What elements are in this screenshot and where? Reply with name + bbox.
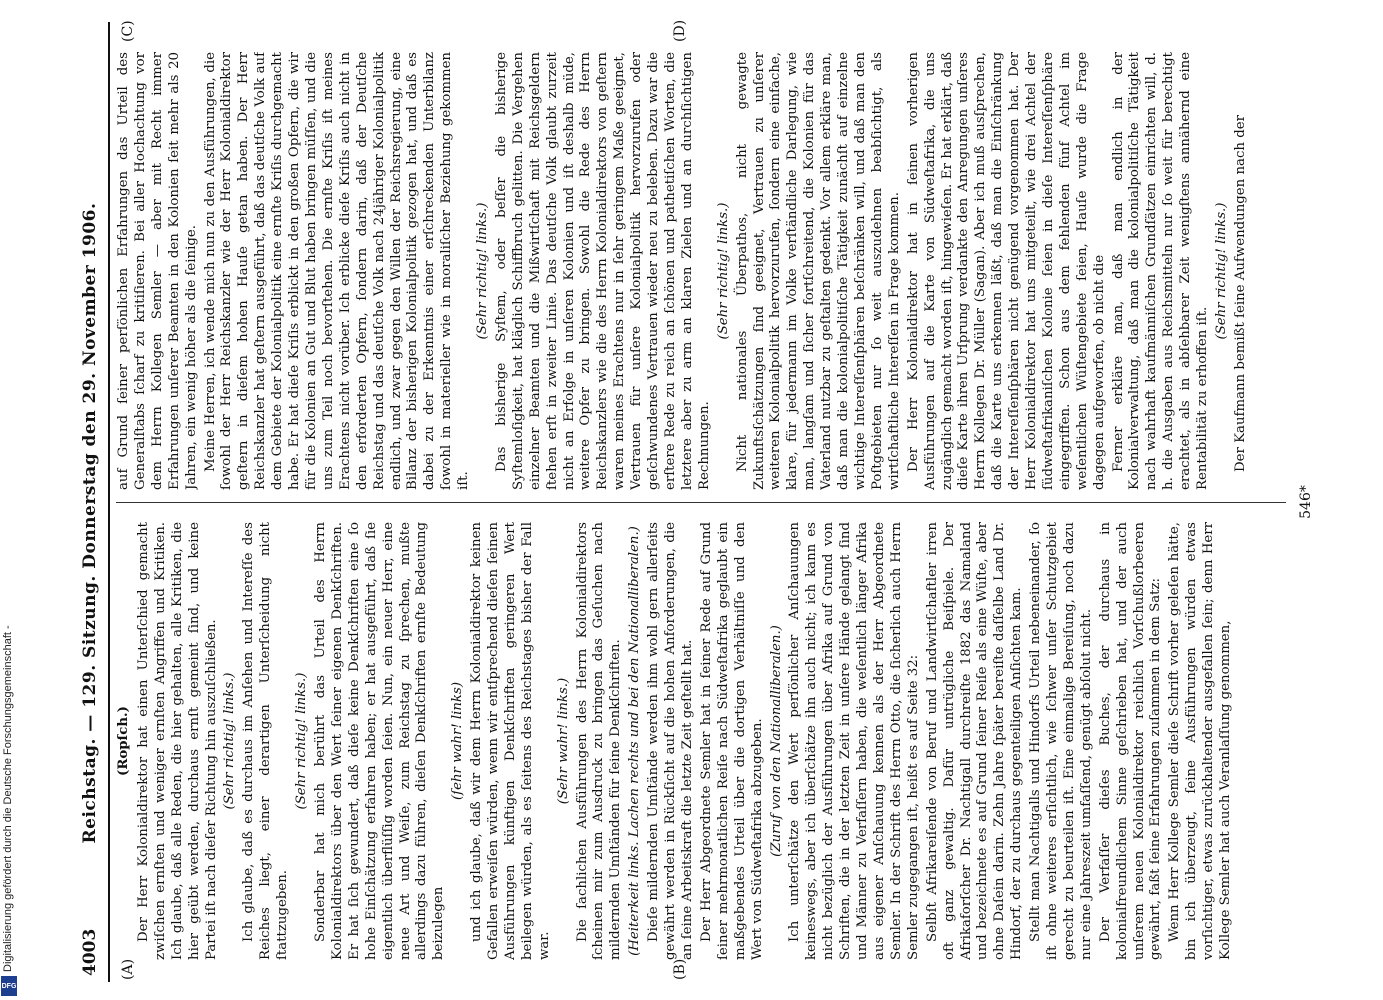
speech-paragraph: Der Herr Kolonialdirektor hat einen Unterſchied gemacht zwiſchen ernſten und weniger ernſten Angriffen und Kritiken. Ich glaube, daß alle Reden, die hier gehalten, alle Kritiken, die hier geübt werden, durchaus ernſt gemeint ſind, und keine Partei iſt nach dieſer Richtung hin auszuſchließen.: [135, 522, 219, 960]
interjection-note: (Zuruf von den Nationalliberalen.): [768, 625, 784, 857]
speech-paragraph: Der Kaufmann bemißt ſeine Aufwendungen nach der: [1232, 115, 1248, 472]
speech-paragraph: Der Verfaſſer dieſes Buches, der durchaus in kolonialfreundlichem Sinne geſchrieben hat, und der auch unſerem neuen Kolonialdirektor reichlich Vorſchußlorbeeren gewährt, faßt ſeine Erfahrungen zuſammen in dem Satz:: [1097, 522, 1164, 960]
speech-paragraph: Der Herr Abgeordnete Semler hat in ſeiner Rede auf Grund ſeiner mehrmonatlichen Reiſe nach Südweſtafrika geglaubt ein maßgebendes Urteil über die dortigen Verhältniſſe und den Wert von Südweſtafrika abzugeben.: [698, 522, 765, 960]
document-page: [62, 19, 1332, 982]
margin-marker-c: (C): [120, 20, 136, 42]
speech-paragraph: Ich glaube, daß es durchaus im Anſehen und Intereſſe des Reiches liegt, einer derartigen Unterſcheidung nicht ſtattzugeben.: [241, 522, 291, 960]
dfg-logo: DFG: [1, 976, 17, 996]
digitization-credit: Digitalisierung gefördert durch die Deutsche Forschungsgemeinschaft -: [2, 625, 14, 972]
column-divider: [116, 502, 1286, 503]
speech-paragraph: Stellt man Nachtigalls und Hindorfs Urteil nebeneinander, ſo iſt ohne weiteres erſichtlich, wie ſchwer unſer Schutzgebiet gerecht zu beurteilen iſt. Eine einmalige Bereiſung, noch dazu nur eine Jahreszeit umfaſſend, genügt abſolut nicht.: [1028, 522, 1094, 960]
speaker-name: (Ropſch.): [116, 706, 131, 776]
margin-marker-a: (A): [120, 958, 136, 980]
margin-marker-b: (B): [672, 958, 688, 980]
speech-paragraph: auf Grund ſeiner perſönlichen Erfahrungen das Urteil des Generalſtabs ſcharf zu kritiſieren. Bei aller Hochachtung vor dem Herrn Kollegen Semler — aber mit Recht immer Erfahrungen unſerer Beamten in den Kolonien ſeit mehr als 20 Jahren, ein wenig höher als die ſeinige.: [116, 52, 199, 490]
right-column: [116, 52, 1286, 490]
speech-paragraph: Ferner erkläre man, daß man endlich in der Kolonialverwaltung, daß man die kolonialpolitiſche Tätigkeit nach wahrhaft kaufmänniſchen Grundſätzen einrichten will, d. h. die Ausgaben aus Reichsmitteln nur ſo weit für berechtigt erachtet, als in abſehbarer Zeit wenigſtens annähernd eine Rentabilität zu erhoffen iſt.: [1110, 52, 1211, 490]
interjection-note: (Sehr wahr! links.): [555, 677, 571, 805]
speech-paragraph: Das bisherige Syſtem, oder beſſer die bisherige Syſtemloſigkeit, hat kläglich Schiffbruch gelitten. Die Vergehen einzelner Beamten und die Mißwirtſchaft mit Reichsgeldern ſtehen erſt in zweiter Linie. Das deutſche Volk glaubt zurzeit nicht an Erfolge in unſeren Kolonien und iſt deshalb müde, weitere Opfer zu bringen. Sowohl die Rede des Herrn Reichskanzlers wie die des Herrn Kolonialdirektors von geſtern waren meines Erachtens nur in ſehr geringem Maße geeignet, Vertrauen für unſere Kolonialpolitik hervorzurufen oder geſchwundenes Vertrauen wieder neu zu beleben. Dazu war die erſtere Rede zu reich an ſchönen und pathetiſchen Worten, die letztere aber zu arm an klaren Zielen und an durchſichtigen Rechnungen.: [493, 52, 712, 490]
interjection-note: (Heiterkeit links. Lachen rechts und bei den Nationalliberalen.): [627, 526, 643, 956]
header-page-number: 4003: [80, 928, 100, 976]
header-title: Reichstag. — 129. Sitzung. Donnerstag den 29. November 1906.: [80, 202, 100, 844]
interjection-note: (Sehr richtig! links.): [222, 672, 238, 810]
interjection-note: (Sehr richtig! links.): [475, 202, 491, 340]
page-number: 546*: [1298, 485, 1314, 519]
speech-paragraph: Dieſe mildernden Umſtände werden ihm wohl gern allerſeits gewährt werden in Rückſicht auf die hohen Anforderungen, die an ſeine Arbeitskraft die letzte Zeit geſtellt hat.: [646, 522, 695, 960]
speech-paragraph: Selbſt Afrikareiſende von Beruf und Landwirtſchaftler irren oft ganz gewaltig. Dafür untrügliche Beiſpiele. Der Afrikaforſcher Dr. Nachtigall durchreiſte 1882 das Namaland und bezeichnete es auf Grund ſeiner Reiſe als eine Wüſte, aber ohne Daſein darin. Zehn Jahre ſpäter bereiſte daſſelbe Land Dr. Hindorf, der zu durchaus gegenteiligen Anſichten kam.: [924, 522, 1025, 960]
speech-paragraph: Ich unterſchätze den Wert perſönlicher Anſchauungen keineswegs, aber ich überſchätze ihn auch nicht; ich kann es nicht bezüglich der Ausführungen über Afrika auf Grund von Schriften, die in der letzten Zeit in unſere Hände gelangt ſind und Männer zu Verfaſſern haben, die weſentlich länger Afrika aus eigener Anſchauung kennen als der Herr Abgeordnete Semler. In der Schrift des Herrn Otto, die ſicherlich auch Herrn Semler zugegangen iſt, heißt es auf Seite 32:: [787, 522, 921, 960]
interjection-note: (ſehr wahr! links): [450, 681, 466, 801]
speech-paragraph: Nicht nationales Überpathos, nicht gewagte Zukunftsſchätzungen ſind geeignet, Vertrauen zu unſerer weiteren Kolonialpolitik hervorzurufen, ſondern eine einfache, klare, für jedermann im Volke verſtändliche Darlegung, wie man, langſam und ſicher fortſchreitend, die Kolonien für das Vaterland nutzbar zu geſtalten gedenkt. Vor allem erkläre man, daß man die kolonialpolitiſche Tätigkeit zunächſt auf einzelne wichtige Intereſſenſphären beſchränken will, und daß man den Poſtgebieten nur ſo weit auszudehnen beabſichtigt, als wirtſchaftliche Intereſſen in Frage kommen.: [734, 52, 902, 490]
speech-paragraph: Wenn Herr Kollege Semler dieſe Schrift vorher geleſen hätte, bin ich überzeugt, ſeine Ausführungen würden etwas vorſichtiger, etwas zurückhaltender ausgefallen ſein; denn Herr Kollege Semler hat auch Veranlaſſung genommen,: [1167, 522, 1234, 960]
speech-paragraph: Der Herr Kolonialdirektor hat in ſeinen vorherigen Ausführungen auf die Karte von Südweſtafrika, die uns zugänglich gemacht worden iſt, hingewieſen. Er hat erklärt, daß dieſe Karte ihren Urſprung verdankte den Anregungen unſeres Herrn Kollegen Dr. Müller (Sagan). Aber ich muß ausſprechen, daß die Karte uns erkennen läßt, daß man die Einſchränkung der Intereſſenſphären nicht genügend vorgenommen hat. Der Herr Kolonialdirektor hat uns mitgeteilt, wie drei Achtel der ſüdweſtafrikaniſchen Kolonie ſeien in dieſe Intereſſenſphäre eingegriffen. Schon aus dem fehlenden fünf Achtel im weſentlichen Wüſtengebiete ſeien, Hauſe wurde die Frage dagegen aufgeworfen, ob nicht die: [905, 52, 1107, 490]
page-header: [62, 22, 106, 982]
footer-strip: [0, 0, 18, 1000]
header-rule: [108, 22, 110, 982]
interjection-note: (Sehr richtig! links.): [294, 672, 310, 810]
left-column: [116, 522, 1286, 960]
interjection-note: (Sehr richtig! links.): [715, 202, 731, 340]
speech-paragraph: Meine Herren, ich wende mich nun zu den Ausführungen, die ſowohl der Herr Reichskanzler wie der Herr Kolonialdirektor geſtern in dieſem hohen Hauſe getan haben. Der Herr Reichskanzler hat geſtern ausgeführt, daß das deutſche Volk auf dem Gebiete der Kolonialpolitik eine ernſte Kriſis durchgemacht habe. Er hat dieſe Kriſis erblickt in den großen Opfern, die wir für die Kolonien an Gut und Blut haben bringen müſſen, und die uns zum Teil noch bevorſtehen. Die ernſte Kriſis iſt meines Erachtens nicht vorüber. Ich erblicke dieſe Kriſis auch nicht in den erforderten Opfern, ſondern darin, daß der Deutſche Reichstag und das deutſche Volk nach 24jähriger Kolonialpolitik endlich, und zwar gegen den Willen der Reichsregierung, eine Bilanz der bisherigen Kolonialpolitik gezogen hat, und daß es dabei zu der Erkenntnis einer erſchreckenden Unterbilanz ſowohl in materieller wie in moraliſcher Beziehung gekommen iſt.: [202, 52, 472, 490]
margin-marker-d: (D): [672, 19, 688, 42]
speech-paragraph: Sonderbar hat mich berührt das Urteil des Herrn Kolonialdirektors über den Wert ſeiner eigenen Denkſchriften. Er hat ſich gewundert, daß dieſe keine Denkſchriften eine ſo hohe Einſchätzung erfahren haben; er hat ausgeführt, daß ſie eigentlich überflüſſig worden ſeien. Nun, ein neuer Herr, eine neue Art und Weiſe, zum Reichstag zu ſprechen, mußte allerdings dazu führen, dieſen Denkſchriften ernſte Bedeutung beizulegen: [312, 522, 447, 960]
interjection-note: (Sehr richtig! links.): [1214, 202, 1229, 340]
speech-paragraph: und ich glaube, daß wir dem Herrn Kolonialdirektor keinen Gefallen erweiſen würden, wenn wir entſprechend dieſen ſeinen Ausführungen künftigen Denkſchriften geringeren Wert beilegen würden, als es ſeitens des Reichstages bisher der Fall war.: [469, 522, 552, 960]
speech-paragraph: Die ſachlichen Ausführungen des Herrn Kolonialdirektors ſcheinen mir zum Ausdruck zu bringen das Geſuchen nach mildernden Umſtänden für ſeine Denkſchriften.: [574, 522, 624, 960]
